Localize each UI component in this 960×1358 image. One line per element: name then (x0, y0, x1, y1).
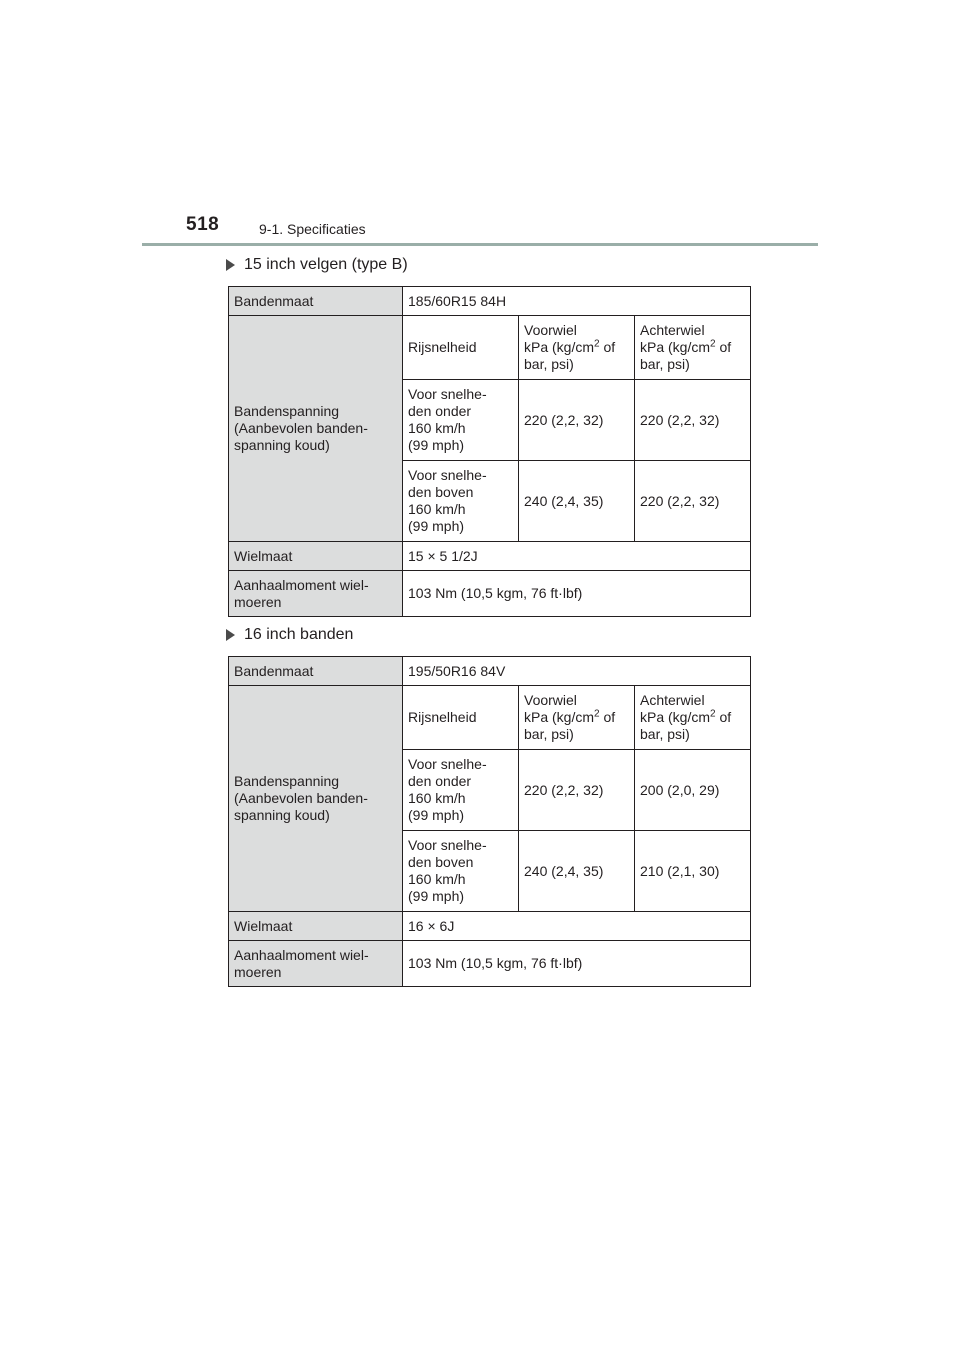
tire-pressure-label: Bandenspanning (Aanbevolen banden- spanning koud) (229, 686, 403, 912)
tire-size-value: 185/60R15 84H (403, 287, 751, 316)
front-pressure-value: 220 (2,2, 32) (519, 380, 635, 461)
table-row (229, 287, 751, 316)
speed-column-header: Rijsnelheid (403, 316, 519, 380)
tire-pressure-label: Bandenspanning (Aanbevolen banden- spanning koud) (229, 316, 403, 542)
table-row (229, 316, 751, 380)
speed-condition: Voor snelhe- den onder 160 km/h (99 mph) (403, 750, 519, 831)
torque-value: 103 Nm (10,5 kgm, 76 ft·lbf) (403, 941, 751, 987)
torque-label: Aanhaalmoment wiel- moeren (229, 941, 403, 987)
subheading-15-inch (226, 256, 408, 274)
torque-value: 103 Nm (10,5 kgm, 76 ft·lbf) (403, 571, 751, 617)
speed-condition: Voor snelhe- den onder 160 km/h (99 mph) (403, 380, 519, 461)
front-column-header: Voorwiel kPa ($kg/cm^2$ of bar, psi) (519, 686, 635, 750)
arrow-right-icon (226, 259, 235, 271)
subheading-16-inch (226, 626, 353, 644)
speed-column-header: Rijsnelheid (403, 686, 519, 750)
spec-table-16-inch (228, 656, 751, 987)
table-row (229, 571, 751, 617)
rear-pressure-value: 210 (2,1, 30) (635, 831, 751, 912)
table-row (229, 657, 751, 686)
table-row (229, 912, 751, 941)
front-pressure-value: 220 (2,2, 32) (519, 750, 635, 831)
rear-column-header: Achterwiel kPa ($kg/cm^2$ of bar, psi) (635, 316, 751, 380)
front-pressure-value: 240 (2,4, 35) (519, 831, 635, 912)
table-row (229, 686, 751, 750)
rear-pressure-value: 200 (2,0, 29) (635, 750, 751, 831)
rear-pressure-value: 220 (2,2, 32) (635, 461, 751, 542)
spec-table-15-inch (228, 286, 751, 617)
rear-column-header: Achterwiel kPa ($kg/cm^2$ of bar, psi) (635, 686, 751, 750)
wheel-size-label: Wielmaat (229, 912, 403, 941)
torque-label: Aanhaalmoment wiel- moeren (229, 571, 403, 617)
speed-condition: Voor snelhe- den boven 160 km/h (99 mph) (403, 461, 519, 542)
wheel-size-value: 15 × 5 1/2J (403, 542, 751, 571)
speed-condition: Voor snelhe- den boven 160 km/h (99 mph) (403, 831, 519, 912)
wheel-size-label: Wielmaat (229, 542, 403, 571)
tire-size-value: 195/50R16 84V (403, 657, 751, 686)
header-divider (142, 243, 818, 246)
table-row (229, 542, 751, 571)
rear-pressure-value: 220 (2,2, 32) (635, 380, 751, 461)
arrow-right-icon (226, 629, 235, 641)
tire-size-label: Bandenmaat (229, 287, 403, 316)
front-pressure-value: 240 (2,4, 35) (519, 461, 635, 542)
section-title: 9-1. Specificaties (259, 221, 366, 237)
table-row (229, 941, 751, 987)
subheading-text: 16 inch banden (244, 626, 354, 643)
tire-size-label: Bandenmaat (229, 657, 403, 686)
front-column-header: Voorwiel kPa ($kg/cm^2$ of bar, psi) (519, 316, 635, 380)
wheel-size-value: 16 × 6J (403, 912, 751, 941)
page-number: 518 (186, 214, 220, 235)
subheading-text: 15 inch velgen (type B) (244, 256, 408, 273)
